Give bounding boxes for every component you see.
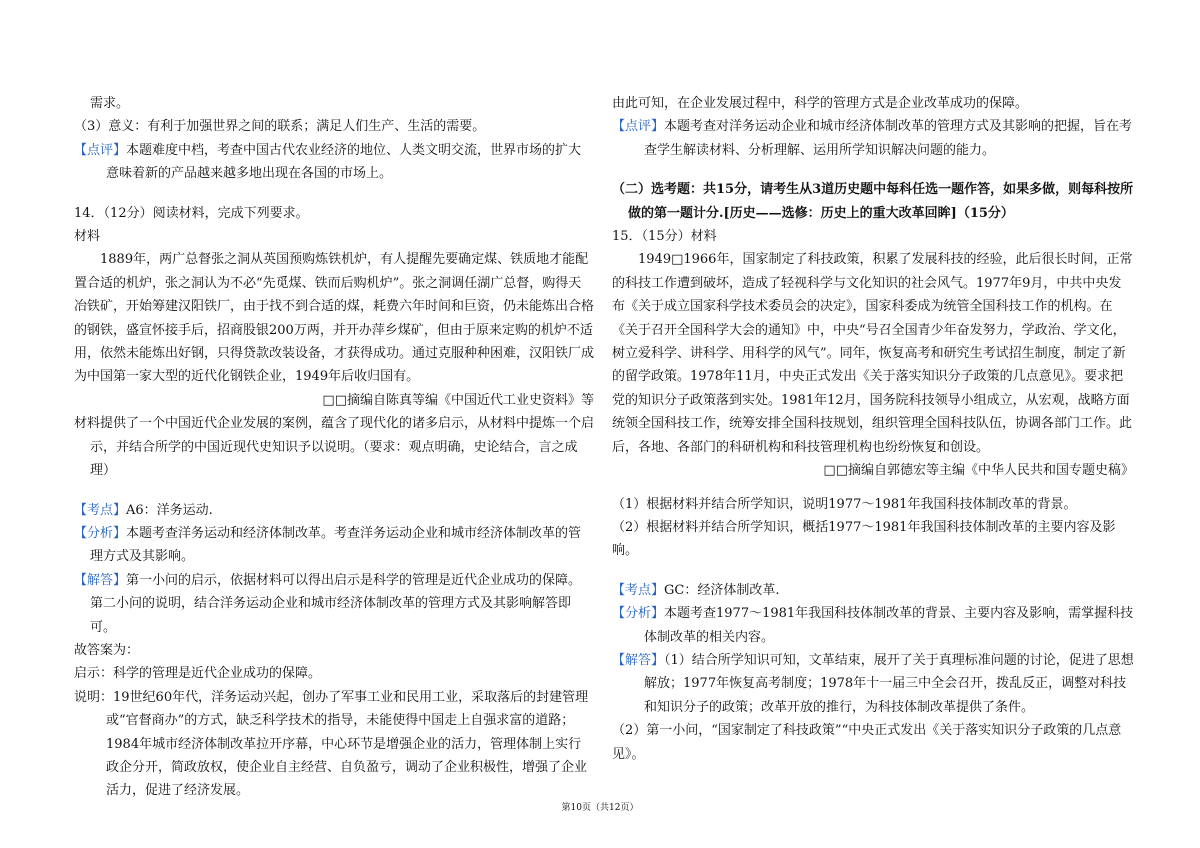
sub-question-2: （2）根据材料并结合所学知识，概括1977～1981年我国科技体制改革的主要内容及影响。 <box>612 519 1116 559</box>
comment-tag: 【点评】 <box>74 142 127 158</box>
conclusion-line: 由此可知，在企业发展过程中，科学的管理方式是企业改革成功的保障。 <box>612 96 1029 111</box>
material-label: 材料 <box>74 229 101 245</box>
kaodian-block <box>74 499 594 522</box>
comment-block <box>74 139 594 186</box>
left-column <box>74 92 594 803</box>
comment-text: 本题难度中档，考查中国古代农业经济的地位、人类文明交流，世界市场的扩大意味着新的产品越来越多地出现在各国的市场上。 <box>106 142 582 182</box>
solution-tag: 【解答】 <box>612 652 665 668</box>
comment-tag: 【点评】 <box>612 119 665 135</box>
comment-text: 本题考查对洋务运动企业和城市经济体制改革的管理方式及其影响的把握，旨在考查学生解读材料、分析理解、运用所学知识解决问题的能力。 <box>644 119 1133 158</box>
kaodian-tag: 【考点】 <box>612 582 665 598</box>
solution-block <box>74 569 594 639</box>
analysis-tag: 【分析】 <box>74 525 127 541</box>
analysis-text: 本题考查洋务运动和经济体制改革。考查洋务运动企业和城市经济体制改革的管理方式及其影响。 <box>90 525 582 565</box>
kaodian-tag: 【考点】 <box>74 502 127 518</box>
kaodian-block <box>612 579 1134 602</box>
answer-meaning: （3）意义：有利于加强世界之间的联系；满足人们生产、生活的需要。 <box>74 119 486 135</box>
right-column <box>612 92 1134 766</box>
analysis-block <box>612 602 1134 649</box>
analysis-block <box>74 522 594 569</box>
analysis-text: 本题考查1977～1981年我国科技体制改革的背景、主要内容及影响，需掌握科技体制改革的相关内容。 <box>644 606 1134 645</box>
material-text: 1949□1966年，国家制定了科技政策，积累了发展科技的经验，此后很长时间，正常的科技工作遭到破坏，造成了轻视科学与文化知识的社会风气。1977年9月，中共中央发布《关于成立国家科学技术委员会的决定》，国家科委成为统管全国科技工作的机构。在《关于召开全国科学大会的通知》中，中央“号召全国青少年奋发努力，学政治、学文化，树立爱科学、讲科学、用科学的风气”。同年，恢复高考和研究生考试招生制度，制定了新的留学政策。1978年11月，中央正式发出《关于落实知识分子政策的几点意见》。要求把党的知识分子政策落到实处。1981年12月，国务院科技领导小组成立，从宏观，战略方面统领全国科技工作，统筹安排全国科技规划，组织管理全国科技队伍，协调各部门工作。此后，各地、各部门的科研机构和科技管理机构也纷纷恢复和创设。 <box>612 252 1133 455</box>
text-line: 需求。 <box>90 96 130 111</box>
solution-tag: 【解答】 <box>74 572 127 588</box>
material-source: □□摘编自陈真等编《中国近代工业史资料》等 <box>322 392 594 408</box>
question-14-title: 14．（12分）阅读材料，完成下列要求。 <box>74 205 309 221</box>
answer-label: 故答案为： <box>74 642 140 658</box>
material-source: □□摘编自郭德宏等主编《中华人民共和国专题史稿》 <box>823 463 1134 479</box>
comment-block <box>612 115 1134 162</box>
question-15-title: 15．（15分）材料 <box>612 229 717 245</box>
question-prompt: 材料提供了一个中国近代企业发展的案例，蕴含了现代化的诸多启示，从材料中提炼一个启示，并结合所学的中国近现代史知识予以说明。（要求：观点明确，史论结合，言之成理） <box>74 416 595 479</box>
sub-question-1: （1）根据材料并结合所学知识，说明1977～1981年我国科技体制改革的背景。 <box>612 496 1077 512</box>
section-heading: （二）选考题：共15分，请考生从3道历史题中每科任选一题作答，如果多做，则每科按所做的第一题计分.[历史——选修：历史上的重大改革回眸]（15分） <box>612 182 1134 221</box>
answer-explanation: 说明：19世纪60年代，洋务运动兴起，创办了军事工业和民用工业，采取落后的封建管理或“官督商办”的方式，缺乏科学技术的指导，未能使得中国走上自强求富的道路；1984年城市经济体制改革拉开序幕，中心环节是增强企业的活力，管理体制上实行政企分开，简政放权，使企业自主经营、自负盈亏，调动了企业积极性，增强了企业活力，促进了经济发展。 <box>74 689 589 799</box>
solution-text: 第一小问的启示，依据材料可以得出启示是科学的管理是近代企业成功的保障。第二小问的说明，结合洋务运动企业和城市经济体制改革的管理方式及其影响解答即可。 <box>90 572 582 635</box>
kaodian-text: A6：洋务运动. <box>126 502 213 518</box>
page-number: 第10页（共12页） <box>561 803 639 813</box>
answer-insight: 启示：科学的管理是近代企业成功的保障。 <box>74 666 322 682</box>
answer-part-2: （2）第一小问，“国家制定了科技政策”“中央正式发出《关于落实知识分子政策的几点意见》。 <box>612 723 1122 762</box>
solution-text: （1）结合所学知识可知，文革结束，展开了关于真理标准问题的讨论，促进了思想解放；1977年恢复高考制度；1978年十一届三中全会召开，拨乱反正，调整对科技和知识分子的政策；改革开放的推行，为科技体制改革提供了条件。 <box>644 652 1134 715</box>
solution-block <box>612 649 1134 719</box>
material-text: 1889年，两广总督张之洞从英国预购炼铁机炉，有人提醒先要确定煤、铁质地才能配置合适的机炉，张之洞认为不必“先觅煤、铁而后购机炉”。张之洞调任湖广总督，购得天冶铁矿，开始筹建汉阳铁厂，由于找不到合适的煤，耗费六年时间和巨资，仍未能炼出合格的钢铁，盛宣怀接手后，招商股银200万两，并开办萍乡煤矿，但由于原来定购的机炉不适用，依然未能炼出好钢，只得贷款改装设备，才获得成功。通过克服种种困难，汉阳铁厂成为中国第一家大型的近代化钢铁企业，1949年后收归国有。 <box>74 252 595 385</box>
analysis-tag: 【分析】 <box>612 606 665 622</box>
kaodian-text: GC：经济体制改革. <box>664 582 780 598</box>
